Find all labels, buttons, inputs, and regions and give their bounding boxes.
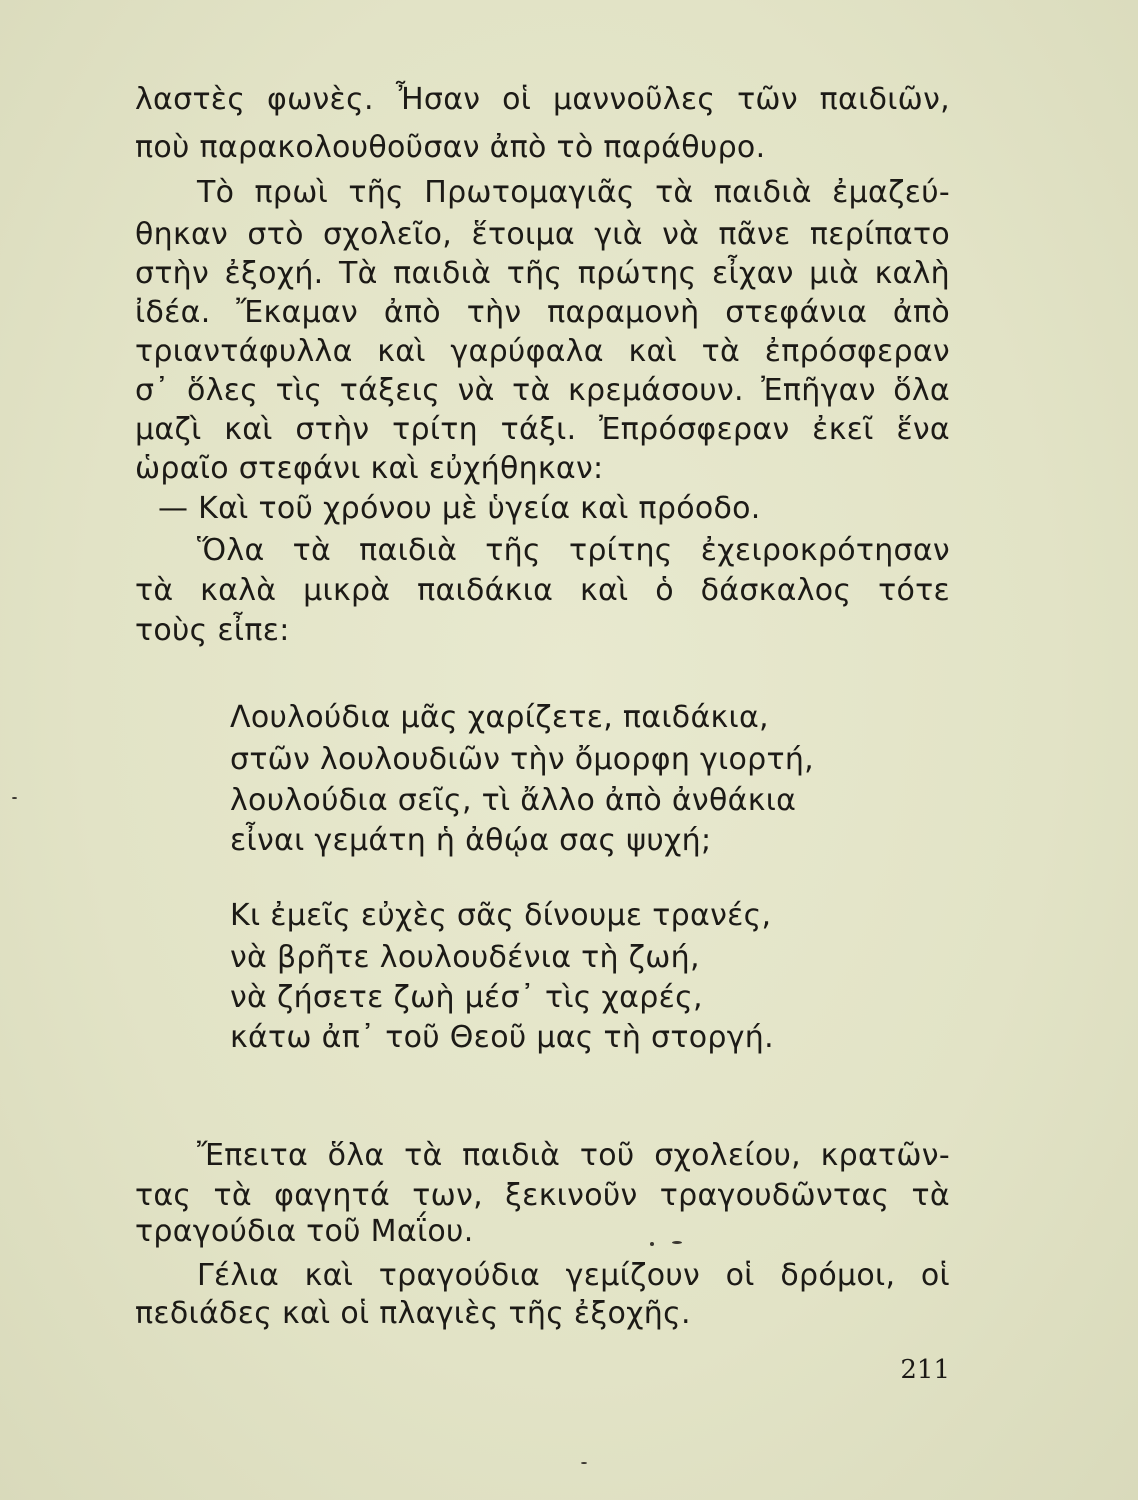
- text-line: τας τὰ φαγητά των, ξεκινοῦν τραγουδῶντας τὰ: [135, 1178, 950, 1213]
- text-line: Ἔπειτα ὅλα τὰ παιδιὰ τοῦ σχολείου, κρατῶν-: [197, 1138, 950, 1173]
- poem-line: νὰ βρῆτε λουλουδένια τὴ ζωή,: [230, 940, 700, 975]
- text-line: σ᾽ ὅλες τὶς τάξεις νὰ τὰ κρεμάσουν. Ἐπῆγαν ὅλα: [135, 373, 950, 408]
- text-line: τραγούδια τοῦ Μαΐου.: [135, 1214, 474, 1249]
- scan-speck: [650, 1242, 654, 1246]
- poem-line: Λουλούδια μᾶς χαρίζετε, παιδάκια,: [230, 700, 769, 735]
- text-line: μαζὶ καὶ στὴν τρίτη τάξι. Ἐπρόσφεραν ἐκεῖ ἕνα: [135, 412, 950, 447]
- poem-line: κάτω ἀπ᾽ τοῦ Θεοῦ μας τὴ στοργή.: [230, 1020, 774, 1055]
- text-line: λαστὲς φωνὲς. Ἦσαν οἱ μαννοῦλες τῶν παιδιῶν,: [135, 82, 950, 117]
- scan-speck: [672, 1241, 682, 1244]
- poem-line: εἶναι γεμάτη ἡ ἀθῴα σας ψυχή;: [230, 823, 712, 858]
- poem-line: Κι ἐμεῖς εὐχὲς σᾶς δίνουμε τρανές,: [230, 898, 772, 933]
- text-line: τριαντάφυλλα καὶ γαρύφαλα καὶ τὰ ἐπρόσφεραν: [135, 334, 950, 369]
- text-line: τὰ καλὰ μικρὰ παιδάκια καὶ ὁ δάσκαλος τότε: [135, 573, 950, 608]
- text-line: ὡραῖο στεφάνι καὶ εὐχήθηκαν:: [135, 451, 604, 486]
- text-line: Ὅλα τὰ παιδιὰ τῆς τρίτης ἐχειροκρότησαν: [197, 533, 950, 568]
- dialogue-line: — Καὶ τοῦ χρόνου μὲ ὑγεία καὶ πρόοδο.: [158, 491, 761, 526]
- poem-line: στῶν λουλουδιῶν τὴν ὄμορφη γιορτή,: [230, 742, 815, 777]
- text-line: θηκαν στὸ σχολεῖο, ἕτοιμα γιὰ νὰ πᾶνε περίπατο: [135, 217, 950, 252]
- text-line: Γέλια καὶ τραγούδια γεμίζουν οἱ δρόμοι, οἱ: [197, 1258, 950, 1293]
- text-line: στὴν ἐξοχή. Τὰ παιδιὰ τῆς πρώτης εἶχαν μιὰ καλὴ: [135, 256, 950, 291]
- text-line: Τὸ πρωὶ τῆς Πρωτομαγιᾶς τὰ παιδιὰ ἐμαζεύ-: [197, 175, 950, 210]
- scan-speck: [12, 797, 17, 799]
- text-line: ποὺ παρακολουθοῦσαν ἀπὸ τὸ παράθυρο.: [135, 130, 766, 165]
- scan-speck: [581, 1462, 587, 1464]
- text-line: πεδιάδες καὶ οἱ πλαγιὲς τῆς ἐξοχῆς.: [135, 1296, 691, 1331]
- text-line: τοὺς εἶπε:: [135, 613, 290, 648]
- poem-line: λουλούδια σεῖς, τὶ ἄλλο ἀπὸ ἀνθάκια: [230, 783, 797, 818]
- page-number: 211: [900, 1355, 950, 1385]
- text-line: ἰδέα. Ἔκαμαν ἀπὸ τὴν παραμονὴ στεφάνια ἀπὸ: [135, 295, 950, 330]
- poem-line: νὰ ζήσετε ζωὴ μέσ᾽ τὶς χαρές,: [230, 980, 703, 1015]
